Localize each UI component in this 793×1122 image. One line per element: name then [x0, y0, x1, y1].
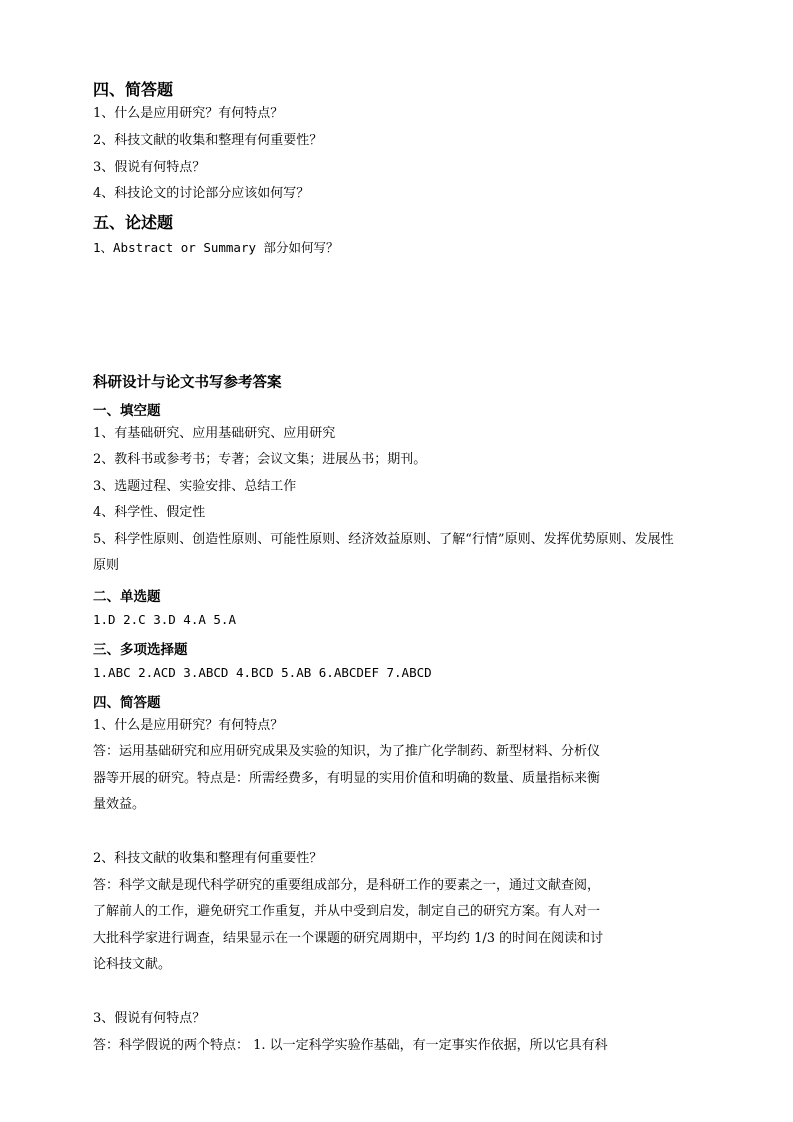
- answer-line: 5、科学性原则、创造性原则、可能性原则、经济效益原则、了解“行情”原则、发挥优势原则、发展性: [93, 532, 674, 547]
- answer-line: 了解前人的工作，避免研究工作重复，并从中受到启发，制定自己的研究方案。有人对一: [93, 904, 601, 919]
- answer-line: 量效益。: [93, 797, 146, 812]
- question-line: 1、什么是应用研究？有何特点？: [93, 106, 284, 121]
- answer-line: 4、科学性、假定性: [93, 505, 206, 520]
- question-line: 1、Abstract or Summary 部分如何写？: [93, 240, 339, 255]
- answer-question-line: 2、科技文献的收集和整理有何重要性？: [93, 851, 323, 866]
- answer-line: 3、选题过程、实验安排、总结工作: [93, 479, 297, 494]
- answer-line: 答：科学假说的两个特点： 1. 以一定科学实验作基础，有一定事实作依据，所以它具有科: [93, 1038, 608, 1053]
- answers-multi-heading: 三、多项选择题: [93, 642, 188, 658]
- answer-line: 论科技文献。: [93, 957, 172, 972]
- answer-line: 答：运用基础研究和应用研究成果及实验的知识，为了推广化学制药、新型材料、分析仪: [93, 744, 601, 759]
- answer-line: 1、有基础研究、应用基础研究、应用研究: [93, 426, 336, 441]
- answer-line: 答：科学文献是现代科学研究的重要组成部分，是科研工作的要素之一，通过文献查阅，: [93, 878, 601, 893]
- answer-line: 原则: [93, 558, 120, 573]
- answers-title: 科研设计与论文书写参考答案: [93, 374, 282, 391]
- answer-question-line: 1、什么是应用研究？有何特点？: [93, 718, 284, 733]
- answers-short-heading: 四、简答题: [93, 695, 161, 711]
- section-heading-essay: 五、论述题: [93, 213, 174, 232]
- answer-line: 大批科学家进行调查，结果显示在一个课题的研究周期中，平均约 1/3 的时间在阅读和讨: [93, 931, 604, 946]
- answers-single-heading: 二、单选题: [93, 589, 161, 605]
- question-line: 3、假说有何特点？: [93, 160, 206, 175]
- answer-line: 1.ABC 2.ACD 3.ABCD 4.BCD 5.AB 6.ABCDEF 7.ABCD: [93, 665, 432, 680]
- answer-question-line: 3、假说有何特点？: [93, 1011, 206, 1026]
- answer-line: 1.D 2.C 3.D 4.A 5.A: [93, 612, 236, 627]
- answer-line: 器等开展的研究。特点是：所需经费多，有明显的实用价值和明确的数量、质量指标来衡: [93, 771, 601, 786]
- question-line: 4、科技论文的讨论部分应该如何写？: [93, 186, 310, 201]
- answer-line: 2、教科书或参考书；专著；会议文集；进展丛书；期刊。: [93, 452, 427, 467]
- answers-fill-heading: 一、填空题: [93, 403, 161, 419]
- question-line: 2、科技文献的收集和整理有何重要性？: [93, 133, 323, 148]
- section-heading-short-answer: 四、简答题: [93, 80, 174, 99]
